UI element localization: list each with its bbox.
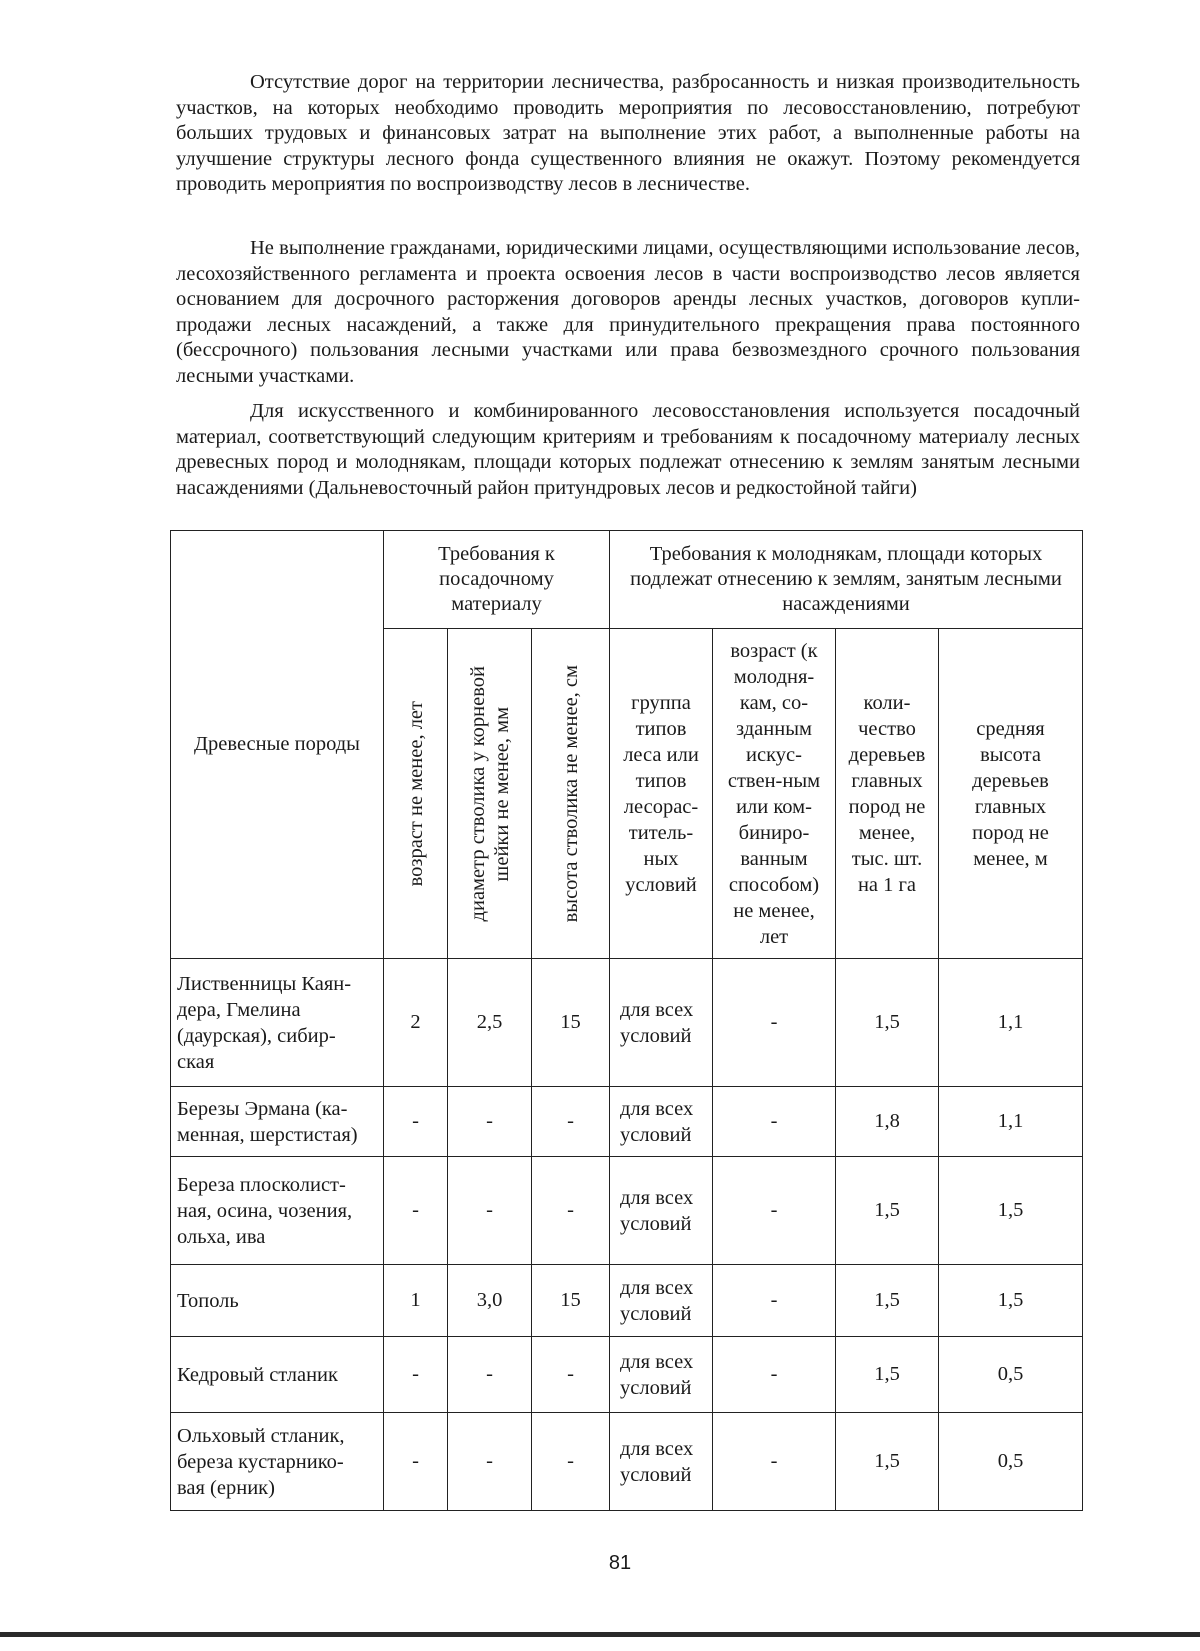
avg-height-cell: 1,5	[939, 1265, 1083, 1337]
height-cell: 15	[532, 1265, 610, 1337]
diameter-cell: 2,5	[448, 959, 532, 1087]
forest-group-header: группа типов леса или типов лесорас- титель- ных условий	[610, 629, 713, 959]
avg-height-cell: 0,5	[939, 1337, 1083, 1413]
age-cell: -	[384, 1337, 448, 1413]
tree-count-cell: 1,5	[836, 1337, 939, 1413]
diameter-header: диаметр стволика у корневой шейки не менее, мм	[448, 629, 532, 959]
tree-count-cell: 1,5	[836, 1413, 939, 1511]
age-cell: -	[384, 1157, 448, 1265]
age-cell: -	[384, 1413, 448, 1511]
tree-count-cell: 1,5	[836, 1157, 939, 1265]
table-row	[171, 1413, 1083, 1511]
avg-height-header: средняя высота деревьев главных пород не менее, м	[939, 629, 1083, 959]
forest-group-cell: для всех условий	[610, 1413, 713, 1511]
avg-height-cell: 1,1	[939, 1087, 1083, 1157]
paragraph-violations: Не выполнение гражданами, юридическими лицами, осуществляющими использование лесов, лесохозяйственного регламента и проекта освоения лесов в части воспроизводство лесов является основанием для досрочного расторжения договоров аренды лесных участков, договоров купли-продажи лесных насаждений, а также для принудительного прекращения права постоянного (бессрочного) пользования лесными участками или права безвозмездного срочного пользования лесными участками.	[176, 237, 1080, 387]
height-cell: -	[532, 1337, 610, 1413]
avg-height-cell: 1,5	[939, 1157, 1083, 1265]
age-cell: 2	[384, 959, 448, 1087]
young-age-cell: -	[713, 1157, 836, 1265]
young-age-cell: -	[713, 1265, 836, 1337]
height-cell: 15	[532, 959, 610, 1087]
tree-count-cell: 1,5	[836, 1265, 939, 1337]
age-header: возраст не менее, лет	[384, 629, 448, 959]
tree-count-cell: 1,5	[836, 959, 939, 1087]
age-cell: 1	[384, 1265, 448, 1337]
diameter-cell: -	[448, 1413, 532, 1511]
young-stand-header: Требования к молоднякам, площади которых подлежат отнесению к землям, занятым лесными насаждениями	[610, 531, 1083, 629]
forest-group-cell: для всех условий	[610, 1337, 713, 1413]
young-age-cell: -	[713, 959, 836, 1087]
diameter-cell: -	[448, 1087, 532, 1157]
height-cell: -	[532, 1413, 610, 1511]
table-row	[171, 1265, 1083, 1337]
species-cell: Кедровый стланик	[171, 1337, 384, 1413]
tree-count-cell: 1,8	[836, 1087, 939, 1157]
height-cell: -	[532, 1087, 610, 1157]
avg-height-cell: 1,1	[939, 959, 1083, 1087]
page-number: 81	[608, 1552, 632, 1574]
table-row	[171, 1087, 1083, 1157]
species-cell: Береза плосколист- ная, осина, чозения, ольха, ива	[171, 1157, 384, 1265]
forest-group-cell: для всех условий	[610, 959, 713, 1087]
table-row	[171, 1157, 1083, 1265]
forest-group-cell: для всех условий	[610, 1087, 713, 1157]
requirements-table	[170, 530, 1083, 1511]
species-header: Древесные породы	[171, 531, 384, 959]
height-cell: -	[532, 1157, 610, 1265]
young-age-header: возраст (к молодня- кам, со- зданным искус- ствен-ным или ком- биниро- ванным способом) не менее, лет	[713, 629, 836, 959]
planting-material-header: Требования к посадочному материалу	[384, 531, 610, 629]
species-cell: Березы Эрмана (ка- менная, шерстистая)	[171, 1087, 384, 1157]
species-cell: Тополь	[171, 1265, 384, 1337]
forest-group-cell: для всех условий	[610, 1265, 713, 1337]
paragraph-roads: Отсутствие дорог на территории лесничества, разбросанность и низкая производительность участков, на которых необходимо проводить мероприятия по лесовосстановлению, потребуют больших трудовых и финансовых затрат на выполнение этих работ, а выполненные работы на улучшение структуры лесного фонда существенного влияния не окажут. Поэтому рекомендуется проводить мероприятия по воспроизводству лесов в лесничестве.	[176, 71, 1080, 196]
avg-height-cell: 0,5	[939, 1413, 1083, 1511]
young-age-cell: -	[713, 1413, 836, 1511]
diameter-cell: -	[448, 1337, 532, 1413]
diameter-cell: -	[448, 1157, 532, 1265]
young-age-cell: -	[713, 1337, 836, 1413]
forest-group-cell: для всех условий	[610, 1157, 713, 1265]
paragraph-planting-material: Для искусственного и комбинированного лесовосстановления используется посадочный материал, соответствующий следующим критериям и требованиям к посадочному материалу лесных древесных пород и молоднякам, площади которых подлежат отнесению к землям занятым лесными насаждениями (Дальневосточный район притундровых лесов и редкостойной тайги)	[176, 400, 1080, 499]
bottom-rule	[0, 1632, 1200, 1637]
tree-count-header: коли- чество деревьев главных пород не менее, тыс. шт. на 1 га	[836, 629, 939, 959]
height-header: высота стволика не менее, см	[532, 629, 610, 959]
table-row	[171, 1337, 1083, 1413]
table-row	[171, 959, 1083, 1087]
young-age-cell: -	[713, 1087, 836, 1157]
species-cell: Ольховый стланик, береза кустарнико- вая (ерник)	[171, 1413, 384, 1511]
species-cell: Лиственницы Каян- дера, Гмелина (даурская), сибир- ская	[171, 959, 384, 1087]
age-cell: -	[384, 1087, 448, 1157]
diameter-cell: 3,0	[448, 1265, 532, 1337]
